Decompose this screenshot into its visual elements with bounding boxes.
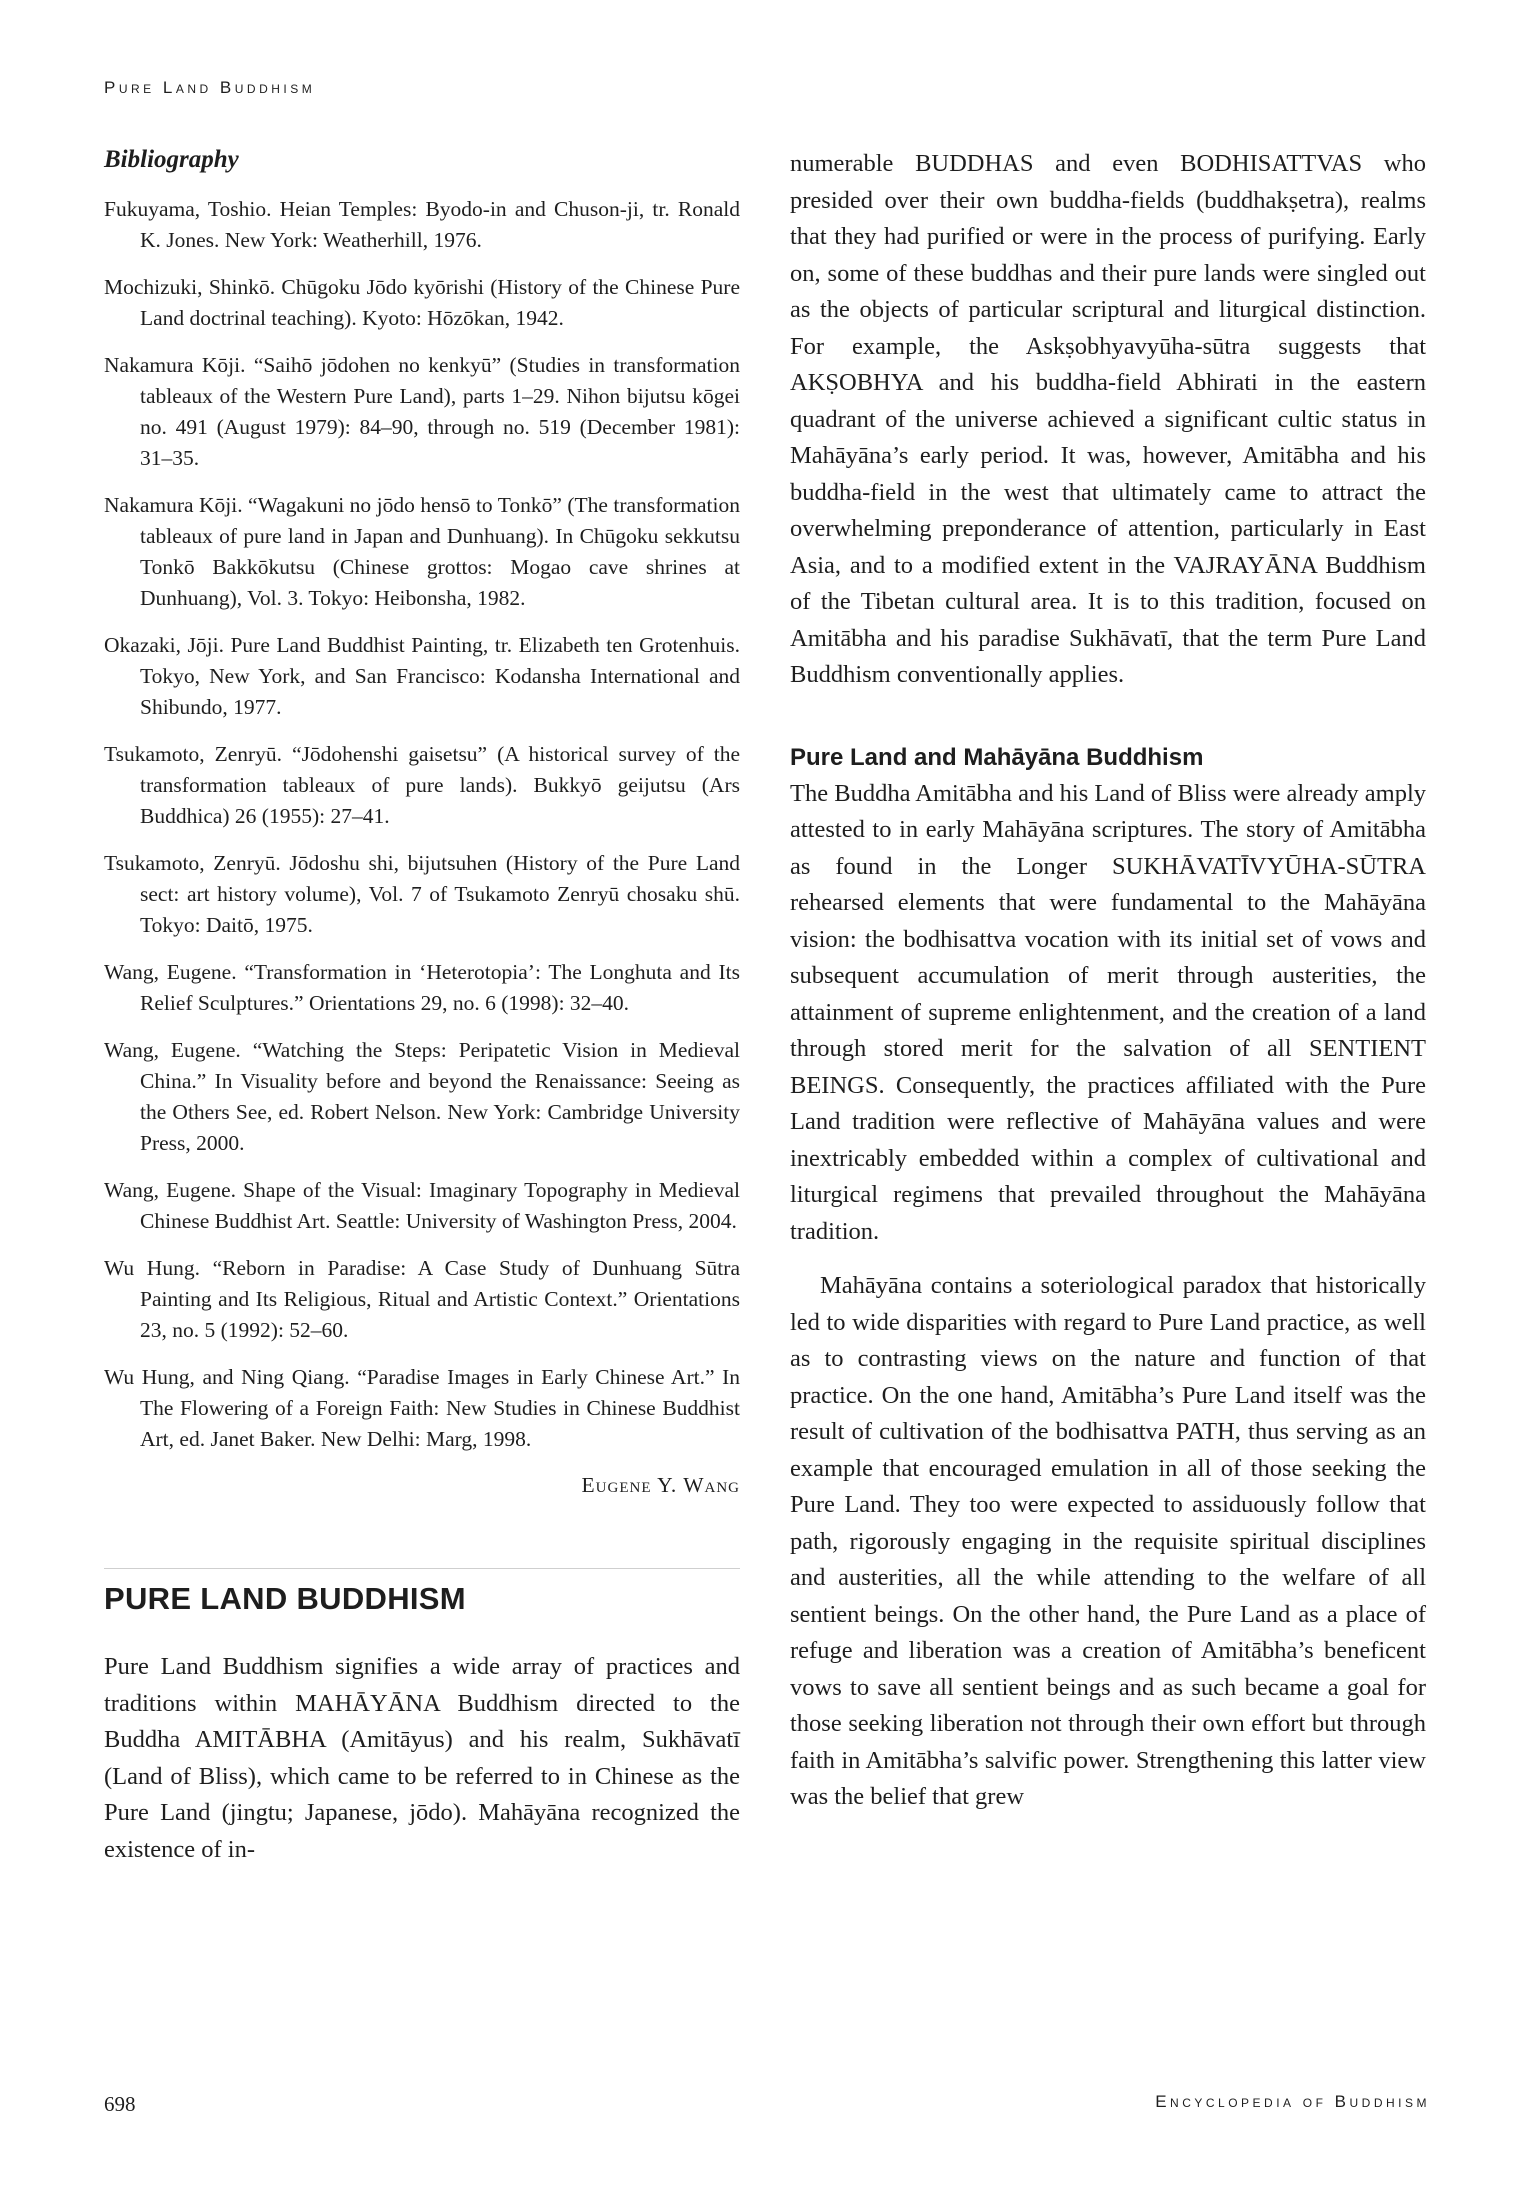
bibliography-entry: Okazaki, Jōji. Pure Land Buddhist Painting, tr. Elizabeth ten Grotenhuis. Tokyo, New York, and San Francisco: Kodansha International and Shibundo, 1977. (104, 633, 740, 719)
section-divider (104, 1568, 740, 1569)
section-paragraph-2: Mahāyāna contains a soteriological paradox that historically led to wide disparities with regard to Pure Land practice, as well as to contrasting views on the nature and function of that practice. On the one hand, Amitābha’s Pure Land itself was the result of cultivation of the bodhisattva PATH, thus serving as an example that encouraged emulation in all of those seeking the Pure Land. They too were expected to assiduously follow that path, rigorously engaging in the requisite spiritual disciplines and austerities, all the while attending to the welfare of all sentient beings. On the other hand, the Pure Land as a place of refuge and liberation was a creation of Amitābha’s beneficent vows to save all sentient beings and as such became a goal for those seeking liberation not through their own effort but through faith in Amitābha’s salvific power. Strengthening this latter view was the belief that grew (790, 1272, 1426, 1810)
bibliography-entry: Wang, Eugene. “Watching the Steps: Peripatetic Vision in Medieval China.” In Visuality before and beyond the Renaissance: Seeing as the Others See, ed. Robert Nelson. New York: Cambridge University Press, 2000. (104, 1038, 740, 1155)
article-title: PURE LAND BUDDHISM (104, 1581, 466, 1616)
bibliography-heading: Bibliography (104, 146, 239, 173)
publication-title: Encyclopedia of Buddhism (1155, 2092, 1430, 2111)
intro-paragraph: Pure Land Buddhism signifies a wide array of practices and traditions within MAHĀYĀNA Buddhism directed to the Buddha AMITĀBHA (Amitāyus) and his realm, Sukhāvatī (Land of Bliss), which came to be referred to in Chinese as the Pure Land (jingtu; Japanese, jōdo). Mahāyāna recognized the existence of in- (104, 1653, 740, 1863)
section-heading: Pure Land and Mahāyāna Buddhism (790, 743, 1204, 771)
bibliography-entry: Nakamura Kōji. “Saihō jōdohen no kenkyū” (Studies in transformation tableaux of the Western Pure Land), parts 1–29. Nihon bijutsu kōgei no. 491 (August 1979): 84–90, through no. 519 (December 1981): 31–35. (104, 353, 740, 470)
section-paragraph-1: The Buddha Amitābha and his Land of Bliss were already amply attested to in early Mahāyāna scriptures. The story of Amitābha as found in the Longer SUKHĀVATĪVYŪHA-SŪTRA rehearsed elements that were fundamental to the Mahāyāna vision: the bodhisattva vocation with its initial set of vows and subsequent accumulation of merit through austerities, the attainment of supreme enlightenment, and the creation of a land through stored merit for the salvation of all SENTIENT BEINGS. Consequently, the practices affiliated with the Pure Land tradition were reflective of Mahāyāna values and were inextricably embedded within a complex of cultivational and liturgical regimens that prevailed throughout the Mahāyāna tradition. (790, 779, 1426, 1245)
bibliography-entry: Nakamura Kōji. “Wagakuni no jōdo hensō to Tonkō” (The transformation tableaux of pure land in Japan and Dunhuang). In Chūgoku sekkutsu Tonkō Bakkōkutsu (Chinese grottos: Mogao cave shrines at Dunhuang), Vol. 3. Tokyo: Heibonsha, 1982. (104, 493, 740, 610)
bibliography-entry: Wang, Eugene. “Transformation in ‘Heterotopia’: The Longhuta and Its Relief Sculptures.” Orientations 29, no. 6 (1998): 32–40. (104, 960, 740, 1015)
bibliography-entry: Fukuyama, Toshio. Heian Temples: Byodo-in and Chuson-ji, tr. Ronald K. Jones. New York: Weatherhill, 1976. (104, 197, 740, 252)
continuation-paragraph: numerable BUDDHAS and even BODHISATTVAS who presided over their own buddha-fields (buddhakṣetra), realms that they had purified or were in the process of purifying. Early on, some of these buddhas and their pure lands were singled out as the objects of particular scriptural and liturgical distinction. For example, the Askṣobhyavyūha-sūtra suggests that AKṢOBHYA and his buddha-field Abhirati in the eastern quadrant of the universe achieved a significant cultic status in Mahāyāna’s early period. It was, however, Amitābha and his buddha-field in the west that ultimately came to attract the overwhelming preponderance of attention, particularly in East Asia, and to a modified extent in the VAJRAYĀNA Buddhism of the Tibetan cultural area. It is to this tradition, focused on Amitābha and his paradise Sukhāvatī, that the term Pure Land Buddhism conventionally applies. (790, 150, 1426, 688)
bibliography-entry: Mochizuki, Shinkō. Chūgoku Jōdo kyōrishi (History of the Chinese Pure Land doctrinal teaching). Kyoto: Hōzōkan, 1942. (104, 275, 740, 330)
author-signature: Eugene Y. Wang (581, 1473, 740, 1497)
bibliography-entry: Tsukamoto, Zenryū. “Jōdohenshi gaisetsu” (A historical survey of the transformation tableaux of pure lands). Bukkyō geijutsu (Ars Buddhica) 26 (1955): 27–41. (104, 742, 740, 828)
left-column (104, 146, 740, 1868)
bibliography-entry: Wu Hung, and Ning Qiang. “Paradise Images in Early Chinese Art.” In The Flowering of a Foreign Faith: New Studies in Chinese Buddhist Art, ed. Janet Baker. New Delhi: Marg, 1998. (104, 1365, 740, 1451)
running-head: Pure Land Buddhism (104, 78, 316, 97)
bibliography-entry: Tsukamoto, Zenryū. Jōdoshu shi, bijutsuhen (History of the Pure Land sect: art history volume), Vol. 7 of Tsukamoto Zenryū chosaku shū. Tokyo: Daitō, 1975. (104, 851, 740, 937)
right-column (790, 146, 1426, 1816)
bibliography-entry: Wang, Eugene. Shape of the Visual: Imaginary Topography in Medieval Chinese Buddhist Art. Seattle: University of Washington Press, 2004. (104, 1178, 740, 1233)
bibliography-list (104, 194, 740, 1455)
page-number: 698 (104, 2092, 136, 2116)
bibliography-entry: Wu Hung. “Reborn in Paradise: A Case Study of Dunhuang Sūtra Painting and Its Religious, Ritual and Artistic Context.” Orientations 23, no. 5 (1992): 52–60. (104, 1256, 740, 1342)
